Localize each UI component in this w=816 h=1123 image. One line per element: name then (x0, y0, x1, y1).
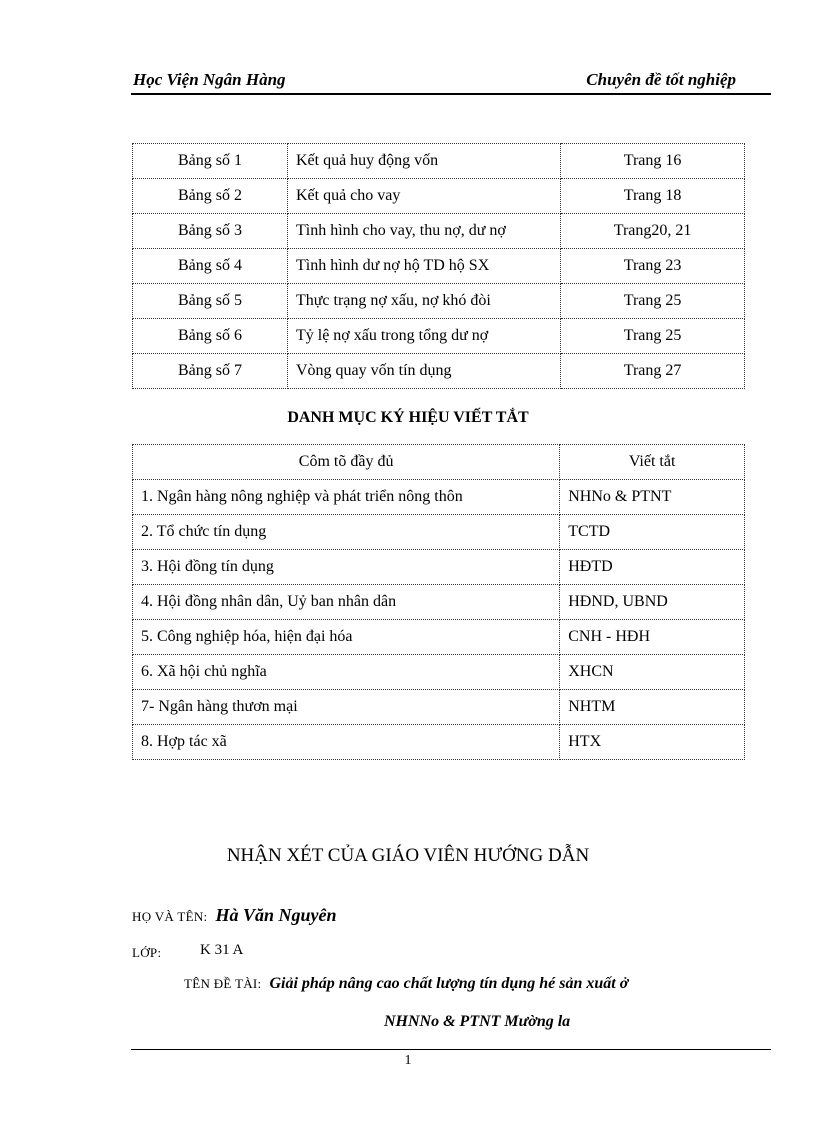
table-label: Bảng số 5 (133, 284, 288, 319)
table-title: Tỷ lệ nợ xấu trong tổng dư nợ (287, 319, 560, 354)
table-page: Trang 27 (561, 354, 745, 389)
column-header-full: Côm tõ đầy đủ (133, 445, 560, 480)
table-label: Bảng số 4 (133, 249, 288, 284)
class-row (132, 942, 244, 962)
abbreviation-full: 6. Xã hội chủ nghĩa (133, 655, 560, 690)
abbreviation-short: HĐND, UBND (560, 585, 745, 620)
table-page: Trang 25 (561, 319, 745, 354)
abbreviation-short: TCTD (560, 515, 745, 550)
table-page: Trang 23 (561, 249, 745, 284)
page-number: 1 (404, 1053, 412, 1068)
table-page: Trang 16 (561, 144, 745, 179)
abbreviation-full: 3. Hội đồng tín dụng (133, 550, 560, 585)
topic-row (184, 975, 628, 993)
table-row (133, 144, 745, 179)
table-title: Vòng quay vốn tín dụng (287, 354, 560, 389)
abbreviation-full: 4. Hội đồng nhân dân, Uỷ ban nhân dân (133, 585, 560, 620)
table-row (133, 179, 745, 214)
abbreviation-short: HĐTD (560, 550, 745, 585)
abbreviations-header-row (133, 445, 745, 480)
abbreviation-row (133, 620, 745, 655)
column-header-short: Viết tắt (560, 445, 745, 480)
header-doc-type: Chuyên đề tốt nghiệp (586, 70, 736, 89)
footer-divider (131, 1049, 771, 1050)
table-label: Bảng số 3 (133, 214, 288, 249)
abbreviation-full: 2. Tổ chức tín dụng (133, 515, 560, 550)
table-label: Bảng số 1 (133, 144, 288, 179)
abbreviation-full: 7- Ngân hàng thươn mại (133, 690, 560, 725)
abbreviation-short: XHCN (560, 655, 745, 690)
topic-line-2: NHNNo & PTNT Mường la (384, 1013, 571, 1030)
abbreviation-short: CNH - HĐH (560, 620, 745, 655)
name-label: HỌ VÀ TÊN: (132, 909, 208, 924)
topic-label: TÊN ĐỀ TÀI: (184, 976, 262, 991)
tables-list (132, 143, 745, 389)
abbreviation-short: NHTM (560, 690, 745, 725)
table-title: Tình hình dư nợ hộ TD hộ SX (287, 249, 560, 284)
review-title: NHẬN XÉT CỦA GIÁO VIÊN HƯỚNG DẪN (226, 845, 590, 866)
student-name-row (132, 905, 337, 926)
table-row (133, 249, 745, 284)
table-page: Trang20, 21 (561, 214, 745, 249)
table-label: Bảng số 7 (133, 354, 288, 389)
class-value: K 31 A (200, 942, 244, 958)
abbreviation-row (133, 585, 745, 620)
table-title: Kết quả cho vay (287, 179, 560, 214)
abbreviation-short: HTX (560, 725, 745, 760)
table-row (133, 284, 745, 319)
table-row (133, 354, 745, 389)
table-page: Trang 25 (561, 284, 745, 319)
abbreviation-full: 8. Hợp tác xã (133, 725, 560, 760)
student-name: Hà Văn Nguyên (215, 905, 337, 925)
topic-line-1: Giải pháp nâng cao chất lượng tín dụng hé sản xuất ở (269, 975, 629, 992)
abbreviation-full: 1. Ngân hàng nông nghiệp và phát triển nông thôn (133, 480, 560, 515)
abbreviation-row (133, 725, 745, 760)
abbreviation-row (133, 515, 745, 550)
abbreviation-row (133, 690, 745, 725)
table-title: Kết quả huy động vốn (287, 144, 560, 179)
table-label: Bảng số 2 (133, 179, 288, 214)
header-institution: Học Viện Ngân Hàng (133, 70, 286, 89)
abbreviations-title: DANH MỤC KÝ HIỆU VIẾT TẮT (287, 409, 529, 426)
table-title: Thực trạng nợ xấu, nợ khó đòi (287, 284, 560, 319)
table-title: Tình hình cho vay, thu nợ, dư nợ (287, 214, 560, 249)
table-page: Trang 18 (561, 179, 745, 214)
table-label: Bảng số 6 (133, 319, 288, 354)
abbreviation-short: NHNo & PTNT (560, 480, 745, 515)
abbreviations-table (132, 444, 745, 760)
abbreviation-row (133, 550, 745, 585)
class-label: LỚP: (132, 945, 162, 960)
abbreviation-row (133, 480, 745, 515)
abbreviation-full: 5. Công nghiệp hóa, hiện đại hóa (133, 620, 560, 655)
table-row (133, 214, 745, 249)
abbreviation-row (133, 655, 745, 690)
table-row (133, 319, 745, 354)
header-divider (131, 93, 771, 95)
